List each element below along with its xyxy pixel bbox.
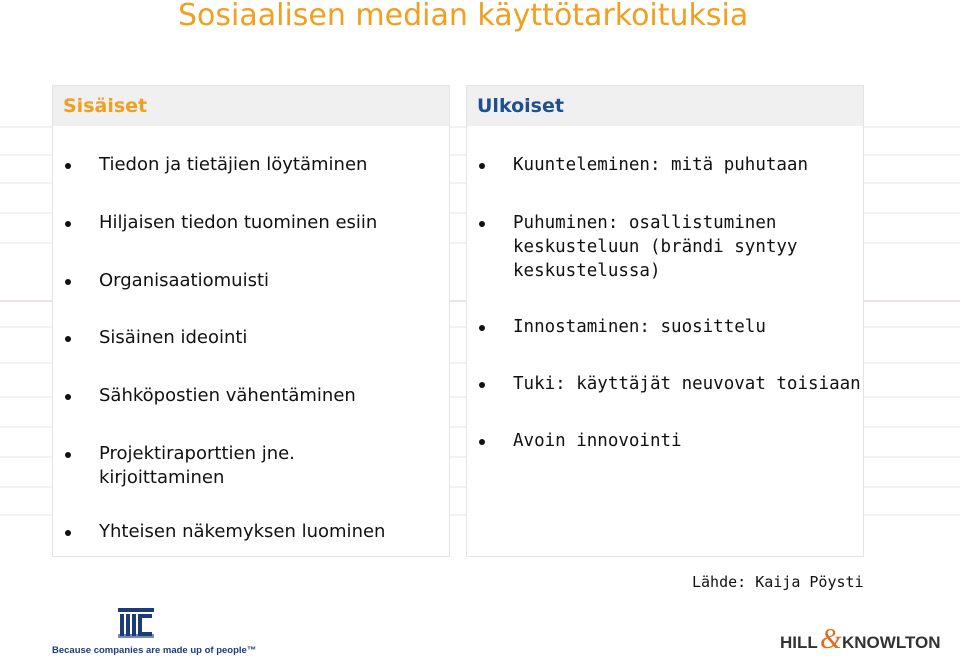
bullet-icon [65,394,71,400]
bullet-icon [479,163,485,169]
list-item-text: Sähköpostien vähentäminen [99,385,356,406]
list-item [467,211,865,283]
external-uses-header [467,86,863,126]
list-item [467,315,865,339]
bullet-icon [65,336,71,342]
list-item [467,153,865,177]
bullet-icon [479,382,485,388]
external-uses-panel [466,85,864,557]
internal-uses-heading: Sisäiset [63,95,148,117]
bullet-icon [65,279,71,285]
list-item-text: Yhteisen näkemyksen luominen [99,521,386,542]
bullet-icon [65,163,71,169]
list-item-text: Hiljaisen tiedon tuominen esiin [99,212,378,233]
svg-text:HILL: HILL [780,633,818,652]
list-item-text-continued: keskustelussa) [513,261,661,281]
list-item [53,442,451,490]
list-item-text: Innostaminen: suosittelu [513,317,766,337]
list-item [53,211,451,235]
list-item-text: Avoin innovointi [513,431,682,451]
bullet-icon [65,530,71,536]
tmc-tagline: Because companies are made up of people™ [52,645,257,656]
list-item-text-continued: keskusteluun (brändi syntyy [513,237,798,257]
list-item [53,269,451,293]
bullet-icon [479,221,485,227]
list-item-text: Organisaatiomuisti [99,270,270,291]
bullet-icon [65,452,71,458]
internal-uses-header [53,86,449,126]
list-item [467,372,865,396]
list-item-text: Puhuminen: osallistuminen [513,213,777,233]
list-item-text: Tiedon ja tietäjien löytäminen [99,154,368,175]
internal-uses-panel [52,85,450,557]
source-credit: Lähde: Kaija Pöysti [692,573,864,591]
svg-text:KNOWLTON: KNOWLTON [842,633,941,652]
hill-knowlton-logo-icon [780,622,941,656]
bullet-icon [479,439,485,445]
svg-text:&: & [820,624,842,655]
list-item [53,520,451,544]
page-title: Sosiaalisen median käyttötarkoituksia [178,0,749,33]
tmc-logo-icon [118,608,154,638]
list-item [53,153,451,177]
bullet-icon [65,221,71,227]
list-item-text: Projektiraporttien jne. [99,443,295,464]
list-item-text-continued: kirjoittaminen [99,467,225,488]
list-item-text: Tuki: käyttäjät neuvovat toisiaan [513,374,861,394]
external-uses-heading: Ulkoiset [477,95,564,117]
list-item-text: Sisäinen ideointi [99,327,248,348]
list-item [53,326,451,350]
list-item [53,384,451,408]
list-item-text: Kuunteleminen: mitä puhutaan [513,155,809,175]
list-item [467,429,865,453]
bullet-icon [479,325,485,331]
